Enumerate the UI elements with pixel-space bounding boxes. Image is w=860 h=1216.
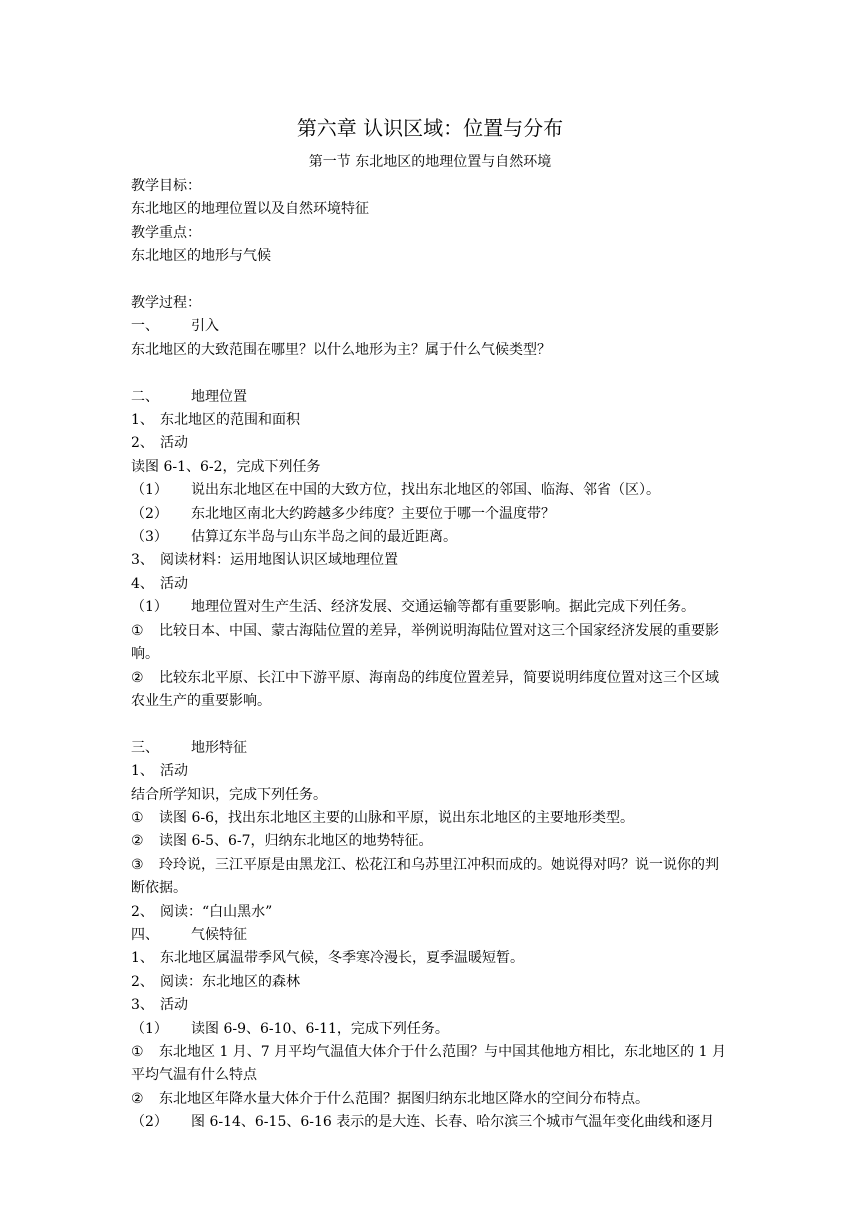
task-text: 说出东北地区在中国的大致方位，找出东北地区的邻国、临海、邻省（区）。 (191, 482, 660, 499)
section-title: 第一节 东北地区的地理位置与自然环境 (308, 154, 552, 170)
item-text: 东北地区的范围和面积 (160, 412, 300, 429)
part2-task-2 (131, 503, 731, 526)
blank-line (131, 269, 731, 292)
part4-task-1 (131, 1018, 731, 1041)
task-text: 读图 6-9、6-10、6-11，完成下列任务。 (191, 1020, 449, 1037)
item-number: 2、 (131, 973, 154, 990)
part2-heading (131, 386, 731, 409)
part1-number: 一、 (131, 318, 159, 335)
item-number: 4、 (131, 575, 154, 592)
item-number: 2、 (131, 435, 154, 452)
item-text: 阅读：东北地区的森林 (160, 973, 300, 990)
task-text: 比较东北平原、长江中下游平原、海南岛的纬度位置差异，简要说明纬度位置对这三个区域农业生产的重要影响。 (131, 669, 719, 709)
part2-item-1 (131, 409, 731, 432)
part1-heading (131, 315, 731, 338)
circled-number: ③ (131, 856, 144, 873)
task-text: 估算辽东半岛与山东半岛之间的最近距离。 (191, 529, 457, 546)
circled-number: ② (131, 1090, 144, 1107)
part2-activity-1 (131, 596, 731, 619)
document-body (131, 175, 731, 1135)
part1-question: 东北地区的大致范围在哪里？以什么地形为主？属于什么气候类型？ (131, 341, 551, 358)
part3-heading (131, 737, 731, 760)
chapter-title: 第六章 认识区域：位置与分布 (296, 116, 564, 140)
part2-item-2 (131, 432, 731, 455)
task-number: （2） (131, 505, 168, 522)
objectives-label: 教学目标： (131, 178, 201, 194)
task-number: （1） (131, 1020, 168, 1037)
item-number: 1、 (131, 412, 154, 429)
task-text: 地理位置对生产生活、经济发展、交通运输等都有重要影响。据此完成下列任务。 (191, 599, 695, 616)
circled-number: ① (131, 809, 144, 826)
task-number: （3） (131, 529, 168, 546)
item-number: 2、 (131, 903, 154, 920)
process-label: 教学过程： (131, 295, 201, 312)
part3-circled-1 (131, 807, 731, 830)
part2-circled-1 (131, 620, 731, 667)
circled-number: ② (131, 833, 144, 850)
task-number: （1） (131, 599, 168, 616)
item-number: 3、 (131, 997, 154, 1014)
keypoints-text: 东北地区的地形与气候 (131, 248, 271, 265)
blank-line (131, 713, 731, 736)
task-text: 读图 6-6，找出东北地区主要的山脉和平原，说出东北地区的主要地形类型。 (159, 809, 634, 826)
item-number: 3、 (131, 552, 154, 569)
circled-number: ② (131, 669, 144, 686)
task-text: 读图 6-5、6-7，归纳东北地区的地势特征。 (159, 833, 433, 850)
part2-task-1 (131, 479, 731, 502)
task-number: （1） (131, 482, 168, 499)
task-text: 图 6-14、6-15、6-16 表示的是大连、长春、哈尔滨三个城市气温年变化曲线和逐月 (191, 1114, 715, 1131)
part3-item-2 (131, 901, 731, 924)
part4-item-1 (131, 947, 731, 970)
part4-item-2 (131, 971, 731, 994)
part3-circled-2 (131, 830, 731, 853)
item-text: 活动 (160, 763, 188, 780)
part4-title: 气候特征 (191, 926, 247, 943)
part3-intro: 结合所学知识，完成下列任务。 (131, 786, 327, 803)
part4-task-2 (131, 1111, 731, 1134)
part3-number: 三、 (131, 739, 159, 756)
item-text: 活动 (160, 435, 188, 452)
item-number: 1、 (131, 763, 154, 780)
task-text: 东北地区年降水量大体介于什么范围？据图归纳东北地区降水的空间分布特点。 (159, 1090, 649, 1107)
part2-circled-2 (131, 667, 731, 714)
task-text: 比较日本、中国、蒙古海陆位置的差异，举例说明海陆位置对这三个国家经济发展的重要影响。 (131, 622, 719, 663)
circled-number: ① (131, 622, 144, 639)
item-text: 阅读材料：运用地图认识区域地理位置 (160, 552, 398, 569)
item-text: 活动 (160, 997, 188, 1014)
objectives-text: 东北地区的地理位置以及自然环境特征 (131, 201, 369, 218)
part4-circled-2 (131, 1088, 731, 1111)
part3-title: 地形特征 (191, 739, 247, 756)
item-text: 东北地区属温带季风气候，冬季寒冷漫长，夏季温暖短暂。 (160, 950, 524, 967)
part1-title: 引入 (191, 318, 219, 335)
part4-heading (131, 924, 731, 947)
part2-task-3 (131, 526, 731, 549)
part2-number: 二、 (131, 388, 159, 405)
part3-circled-3 (131, 854, 731, 901)
item-number: 1、 (131, 950, 154, 967)
task-number: （2） (131, 1114, 168, 1131)
task-text: 东北地区南北大约跨越多少纬度？主要位于哪一个温度带？ (191, 505, 555, 522)
part4-circled-1 (131, 1041, 731, 1088)
item-text: 活动 (160, 575, 188, 592)
circled-number: ① (131, 1043, 144, 1060)
part2-item-4 (131, 573, 731, 596)
part2-read-instruction: 读图 6-1、6-2，完成下列任务 (131, 458, 321, 475)
part4-item-3 (131, 994, 731, 1017)
part2-title: 地理位置 (191, 388, 247, 405)
task-text: 东北地区 1 月、7 月平均气温值大体介于什么范围？与中国其他地方相比，东北地区的 1 月平均气温有什么特点 (131, 1043, 726, 1084)
part2-item-3 (131, 549, 731, 572)
blank-line (131, 362, 731, 385)
part4-number: 四、 (131, 926, 159, 943)
keypoints-label: 教学重点： (131, 224, 201, 241)
part3-item-1 (131, 760, 731, 783)
item-text: 阅读：“白山黑水” (160, 903, 273, 920)
task-text: 玲玲说，三江平原是由黑龙江、松花江和乌苏里江冲积而成的。她说得对吗？说一说你的判断依据。 (131, 856, 719, 897)
